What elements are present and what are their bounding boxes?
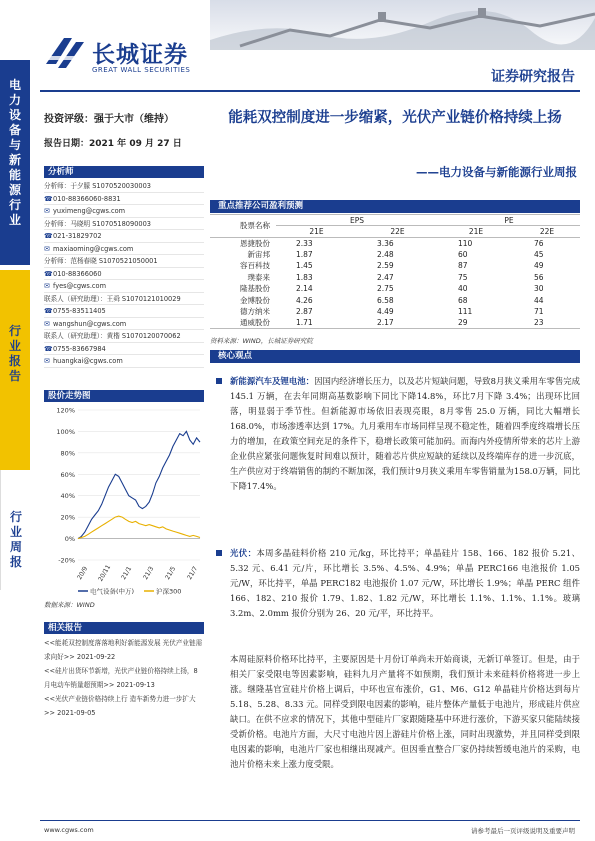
forecast-col-name: 股票名称 [210,215,276,238]
analyst-line [44,268,204,281]
analyst-line-text: 分析师：范杨春晓 S1070521050001 [44,257,158,265]
forecast-cell: 60 [457,249,468,259]
phone-icon: ☎ [44,307,53,315]
forecast-row [210,260,580,271]
forecast-cell: 45 [533,249,544,259]
forecast-cell: 29 [438,317,514,329]
forecast-cell: 30 [533,284,544,294]
core-para-pv-text: 本周多晶硅料价格 210 元/kg，环比持平；单晶硅片 158、166、182 报价 5.21、5.32 元、6.41 元/片，环比增长 3.5%、4.5%、4.9%；单晶 PERC166 电池报价 1.05 元/W，环比持平，单晶 PERC182 电池报价 1.07 元/W，环比增长 1.9%；单晶 PERC 组件 166、182、210 报价 1.79、1.82、1.82 元/W，环比增长 1.1%、1.1%、1.1%。玻璃 3.2m、2.0mm 报价分别为 26、20 元/平，环比持平。 [230,548,581,618]
analyst-line-text[interactable]: yuximeng@cgws.com [53,207,126,215]
y-tick-label: 60% [60,470,75,479]
forecast-stock-name: 德方纳米 [240,306,270,316]
report-date: 报告日期：2021 年 09 月 27 日 [44,139,182,149]
bullet-icon [216,378,222,384]
y-tick-label: 40% [60,492,75,501]
y-tick-label: 120% [56,406,75,415]
header-divider [40,90,580,92]
analyst-line [44,355,204,368]
forecast-year: 21E [276,226,357,237]
forecast-year: 21E [438,226,514,237]
forecast-cell: 1.87 [296,249,313,259]
analyst-line [44,218,204,231]
analyst-line [44,343,204,356]
forecast-cell: 76 [533,238,544,248]
analyst-line-text: 021-31829702 [53,232,102,240]
analyst-line-text[interactable]: fyes@cgws.com [53,282,107,290]
forecast-cell: 23 [514,317,580,329]
forecast-cell: 2.14 [296,284,313,294]
forecast-stock-name: 璞泰来 [247,272,270,282]
y-tick-label: 80% [60,449,75,458]
forecast-source: 资料来源：WIND，长城证券研究院 [210,337,313,345]
trend-source: 数据来源：WIND [44,601,95,609]
analyst-line [44,318,204,331]
analyst-line-text: 0755-83511405 [53,307,106,315]
x-tick-label: 21/1 [120,565,134,582]
forecast-cell: 111 [457,306,473,316]
forecast-stock-name: 隆基股份 [240,284,270,294]
analyst-line-text: 联系人（研究助理）：黄楷 S1070120070062 [44,332,181,340]
forecast-cell: 2.48 [376,249,394,259]
forecast-stock-name: 金博股份 [240,295,270,305]
forecast-row [210,306,580,317]
series-line-1 [78,516,200,539]
x-tick-label: 20/9 [76,565,90,582]
analyst-line-text: 010-88366060 [53,269,102,278]
analyst-line [44,193,204,206]
forecast-year: 22E [357,226,438,237]
mail-icon: ✉ [44,319,50,328]
forecast-cell: 49 [533,261,544,271]
legend-label: 电气设备(中万) [90,587,135,596]
analyst-line-text: 分析师：马晓明 S1070518090003 [44,219,151,228]
forecast-heading: 重点推荐公司盈利预测 [210,200,580,213]
analyst-line [44,243,204,256]
trend-heading: 股价走势图 [44,390,204,402]
forecast-row [210,272,580,283]
forecast-cell: 68 [457,295,468,305]
footer-divider [40,820,580,821]
analyst-line [44,255,204,268]
forecast-cell: 87 [457,261,468,271]
analyst-line [44,305,204,318]
forecast-cell: 4.49 [376,306,394,316]
mail-icon: ✉ [44,207,50,215]
forecast-cell: 2.47 [376,272,394,282]
phone-icon: ☎ [44,269,53,278]
left-tab-report [0,270,30,470]
related-report-item[interactable]: <<能耗双控制度落落地利好新能源发展 光伏产业链需求向好>> 2021-09-22 [44,639,203,661]
forecast-cell: 110 [457,238,473,248]
forecast-row [210,249,580,260]
mail-icon: ✉ [44,282,50,290]
y-tick-label: 100% [56,427,75,436]
forecast-stock-name: 容百科技 [240,261,270,271]
forecast-row [210,294,580,305]
legend-label: 沪深300 [156,587,182,596]
y-tick-label: 20% [60,513,75,522]
core-para-ev [230,374,580,494]
y-tick-label: 0% [64,535,75,544]
forecast-cell: 1.45 [296,261,313,271]
analyst-line [44,180,204,193]
forecast-cell: 56 [533,272,544,282]
forecast-cell: 3.36 [376,238,394,248]
forecast-group-pe: PE [438,215,580,226]
mail-icon: ✉ [44,244,50,253]
forecast-cell: 75 [457,272,468,282]
forecast-row [210,237,580,249]
forecast-cell: 2.75 [376,284,394,294]
phone-icon: ☎ [44,344,53,353]
core-para-ev-title: 新能源汽车及锂电池： [230,376,315,386]
page-title: 能耗双控制度进一步缩紧，光伏产业链价格持续上扬 [228,110,562,126]
core-para-silicon: 本周硅原料价格环比持平，主要原因是十月份订单尚未开始商谈，无新订单签订。但是，由于相关厂家受限电等因素影响，硅料九月产量将不如预期，我们预计未来硅料价格将进一步上涨。继隆基官宣硅片价格上调后，中环也宣布涨价，G1、M6、G12 单晶硅片价格达到每片 5.18、5.28、8.33 元。同样受到限电因素的影响，硅片整体产量低于电池片，形成硅片供应缺口。在供不应求的情况下，其他中型硅片厂家跟随隆基中环进行涨价，下游买家只能陆续接受新价格。电池片方面，大尺寸电池片因上游硅片价格上涨，同时出现激势，并且同样受到限电因素的影响，电池片厂家也相继出现减产。但因垂直整合厂家仍持续暂缓电池片的采购，电池片价格未来上涨力度受限。 [230,654,580,769]
brand-name: 长城证券 [92,42,188,68]
series-line-0 [78,431,200,538]
stock-trend-chart [44,402,204,602]
related-reports-list [44,636,204,720]
analyst-line [44,230,204,243]
forecast-cell: 1.71 [276,317,357,329]
y-tick-label: -20% [58,556,75,565]
stock-trend-chart-svg [44,402,204,598]
mail-icon: ✉ [44,357,50,365]
left-tab-industry [0,60,30,265]
core-para-pv [230,546,580,621]
forecast-cell: 2.33 [296,238,313,248]
forecast-cell: 1.83 [296,272,313,282]
footer-url[interactable]: www.cgws.com [44,826,94,834]
phone-icon: ☎ [44,232,53,240]
core-para-ev-text: 因国内经济增长压力，以及芯片短缺问题，导致8月狭义乘用车零售完成 145.1 万辆，在去年同期高基数影响下同比下降14.8%，环比7月下降 3.4%；出现环比回落，明显弱于季节性。但新能源市场依旧表现亮眼，8月零售 25.0 万辆，同比大幅增长 168.0%，市场渗透率达到 17%。九月乘用车市场同样呈现不稳定性，随着四季度终端增长压力的增加，在政策空间充足的条件下，稳增长政策可能加码。而海内外疫情所带来的芯片上游企业供应紧张问题恢复时间难以预计，随着芯片供应短缺的延续以及终端库存的进一步沉底，生产供应对于终端销售的制约不断加深，我们预计9月狭义乘用车零售销量为158.0万辆，同比下降17.4%。 [230,376,581,491]
left-tab-industry-label: 电 力 设 备 与 新 能 源 行 业 [8,78,21,227]
x-tick-label: 21/5 [164,565,178,582]
forecast-row [210,317,580,329]
forecast-cell: 2.59 [376,261,394,271]
forecast-table [210,214,580,329]
brand-name-en: GREAT WALL SECURITIES [92,66,191,74]
analysts-heading: 分析师 [44,166,204,178]
forecast-cell: 40 [457,284,468,294]
great-wall-logo-icon [44,34,86,72]
analysts-list [44,180,204,368]
forecast-cell: 2.17 [357,317,438,329]
forecast-cell: 2.87 [296,306,313,316]
x-tick-label: 21/3 [142,565,156,582]
analyst-line-text: 010-88366060-8831 [53,194,121,203]
forecast-cell: 71 [533,306,544,316]
analyst-line-text: 分析师：于夕朦 S1070520030003 [44,182,151,190]
investment-rating: 投资评级：强于大市（维持） [44,114,174,125]
forecast-stock-name: 新宙邦 [247,249,270,259]
footer-disclaimer: 请参考最后一页评级说明及重要声明 [471,827,575,835]
forecast-cell: 6.58 [376,295,394,305]
analyst-line-text[interactable]: huangkai@cgws.com [53,357,123,365]
left-tab-report-label: 行 业 报 告 [8,324,21,383]
bullet-icon [216,550,222,556]
analyst-line-text: 联系人（研究助理）：王舜 S1070121010029 [44,294,181,303]
analyst-line [44,330,204,343]
report-type: 证券研究报告 [491,69,575,85]
forecast-stock-name: 恩捷股份 [240,238,270,248]
page-subtitle: ——电力设备与新能源行业周报 [416,165,577,179]
analyst-line [44,293,204,306]
x-tick-label: 21/7 [186,565,200,582]
analyst-line [44,280,204,293]
forecast-group-eps: EPS [276,215,438,226]
analyst-line-text: 0755-83667984 [53,344,106,353]
analyst-line-text[interactable]: wangshun@cgws.com [53,319,127,328]
left-tab-weekly-label: 行 业 周 报 [9,510,22,569]
core-para-pv-title: 光伏： [230,548,257,558]
related-report-item[interactable]: <<硅片出货环节新增，光伏产业链价格持续上扬，8月电动车销量超预期>> 2021-09-13 [44,667,198,689]
forecast-year: 22E [514,226,580,237]
analyst-line-text[interactable]: maxiaoming@cgws.com [53,244,134,253]
forecast-row [210,283,580,294]
analyst-line [44,205,204,218]
forecast-stock-name: 通威股份 [210,317,276,329]
page-header [0,0,595,110]
related-report-item[interactable]: <<光伏产业链价格持续上行 造车新势力进一步扩大>> 2021-09-05 [44,695,196,717]
great-wall-banner-image [210,0,595,60]
forecast-cell: 44 [533,295,544,305]
forecast-cell: 4.26 [296,295,313,305]
phone-icon: ☎ [44,194,53,203]
related-heading: 相关报告 [44,622,204,634]
core-view-heading: 核心观点 [210,350,580,363]
left-tab-weekly [0,470,30,590]
x-tick-label: 20/11 [97,563,113,583]
